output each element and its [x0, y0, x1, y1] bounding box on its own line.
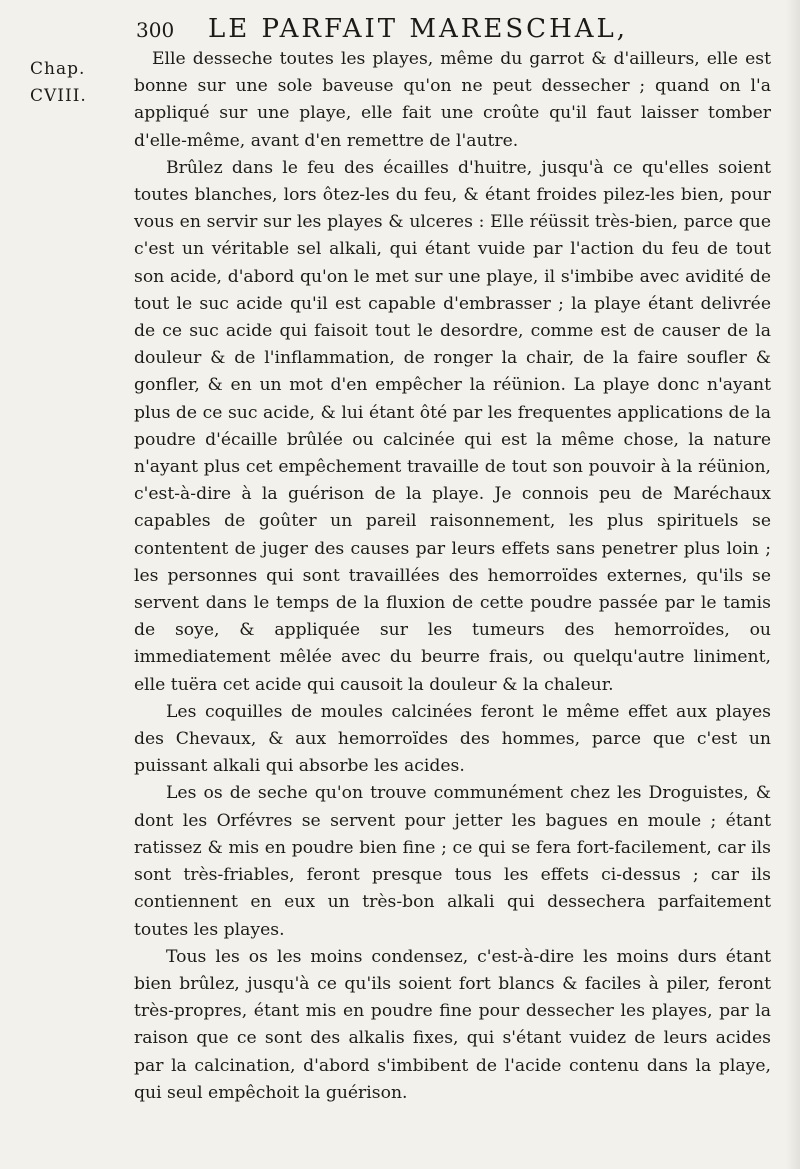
- body-text: [134, 46, 771, 1107]
- paragraph: Elle desseche toutes les playes, même du garrot & d'ailleurs, elle est bonne sur une sole baveuse qu'on ne peut dessecher ; quand on l'a appliqué sur une playe, elle fait une croûte qu'il faut laisser tomber d'elle-même, avant d'en remettre de l'autre.: [134, 49, 771, 151]
- paragraph: Les os de seche qu'on trouve communément chez les Droguistes, & dont les Orfévres se servent pour jetter les bagues en moule ; étant ratissez & mis en poudre bien fine ; ce qui se fera fort-facilement, car ils sont très-friables, feront presque tous les effets ci-dessus ; car ils contiennent en eux un très-bon alkali qui dessechera parfaitement toutes les playes.: [134, 783, 771, 940]
- chapter-label: Chap.: [30, 59, 86, 79]
- running-title: LE PARFAIT MARESCHAL,: [208, 14, 629, 44]
- page-number: 300: [136, 18, 175, 42]
- paragraph: Les coquilles de moules calcinées feront le même effet aux playes des Chevaux, & aux hemorroïdes des hommes, parce que c'est un puissant alkali qui absorbe les acides.: [134, 701, 771, 777]
- page-edge-shadow: [786, 0, 800, 1169]
- chapter-number: CVIII.: [30, 86, 87, 106]
- paragraph: Brûlez dans le feu des écailles d'huitre, jusqu'à ce qu'elles soient toutes blanches, lors ôtez-les du feu, & étant froides pilez-les bien, pour vous en servir sur les playes & ulceres : Elle réüssit très-bien, parce que c'est un véritable sel alkali, qui étant vuide par l'action du feu de tout son acide, d'abord qu'on le met sur une playe, il s'imbibe avec avidité de tout le suc acide qu'il est capable d'embrasser ; la playe étant delivrée de ce suc acide qui faisoit tout le desordre, comme est de causer de la douleur & de l'inflammation, de ronger la chair, de la faire soufler & gonfler, & en un mot d'en empêcher la réünion. La playe donc n'ayant plus de ce suc acide, & lui étant ôté par les frequentes applications de la poudre d'écaille brûlée ou calcinée qui est la même chose, la nature n'ayant plus cet empêchement travaille de tout son pouvoir à la réünion, c'est-à-dire à la guérison de la playe. Je connois peu de Maréchaux capables de goûter un pareil raisonnement, les plus spirituels se contentent de juger des causes par leurs effets sans penetrer plus loin ; les personnes qui sont travaillées des hemorroïdes externes, qu'ils se servent dans le temps de la fluxion de cette poudre passée par le tamis de soye, & appliquée sur les tumeurs des hemorroïdes, ou immediatement mêlée avec du beurre frais, ou quelqu'autre liniment, elle tuëra cet acide qui causoit la douleur & la chaleur.: [134, 157, 771, 695]
- paragraph: Tous les os les moins condensez, c'est-à-dire les moins durs étant bien brûlez, jusqu'à ce qu'ils soient fort blancs & faciles à piler, feront très-propres, étant mis en poudre fine pour dessecher les playes, par la raison que ce sont des alkalis fixes, qui s'étant vuidez de leurs acides par la calcination, d'abord s'imbibent de l'acide contenu dans la playe, qui seul empêchoit la guérison.: [134, 946, 771, 1103]
- margin-note: [30, 56, 110, 110]
